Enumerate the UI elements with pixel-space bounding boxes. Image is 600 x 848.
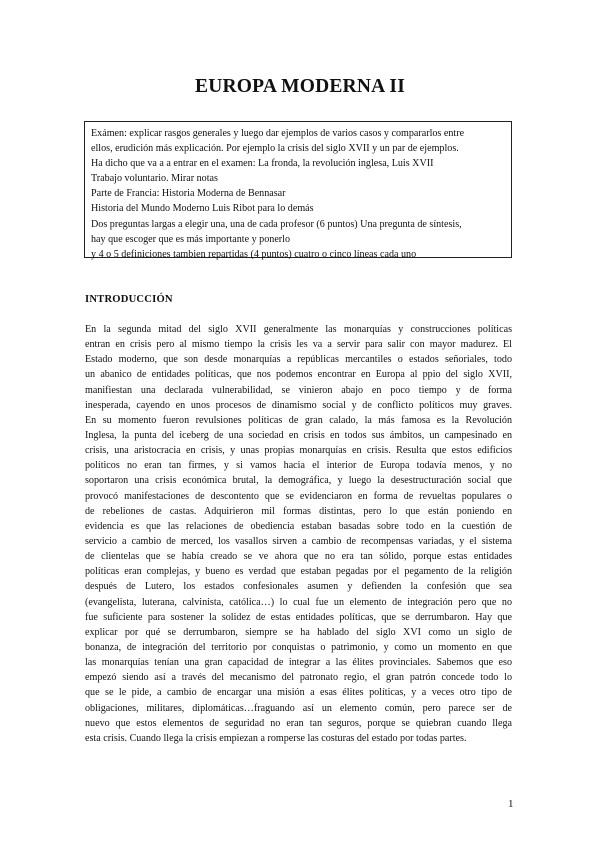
paragraph-line: servicio a cambio de merced, los vasallos sirven a cambio de recompensas variadas, y el sistema xyxy=(85,535,512,547)
notes-line: Trabajo voluntario. Mirar notas xyxy=(91,173,218,185)
paragraph-line: Inglesa, la punta del iceberg de una sociedad en crisis en todos sus ámbitos, un campesinado en xyxy=(85,429,512,441)
paragraph-line: entran en crisis pero al mismo tiempo la crisis les va a servir para salir con mayor madurez. El xyxy=(85,339,512,351)
paragraph-line: nuevo que estos elementos de seguridad no eran tan seguros, porque se quiebran cuando llega xyxy=(85,717,512,729)
paragraph-line: Estado moderno, que son desde monarquías a repúblicas mercantiles o estados señoriales, todo xyxy=(85,354,512,366)
notes-line: Ha dicho que va a a entrar en el examen: La fronda, la revolución inglesa, Luis XVII xyxy=(91,158,434,170)
paragraph-line: empezó siendo así a través del mecanismo del patronato regio, el gran patrón concede todo lo xyxy=(85,672,512,684)
section-heading: INTRODUCCIÓN xyxy=(85,294,173,305)
paragraph-line: políticos no eran tan firmes, y si vamos hacia el interior de Europa todavía menos, y no xyxy=(85,460,512,472)
paragraph-line: soportaron una crisis económica brutal, la demográfica, y luego la desestructuración social que xyxy=(85,475,512,487)
paragraph-line: políticas eran complejas, y bueno es verdad que estaban pegadas por el pegamento de la religión xyxy=(85,566,512,578)
paragraph-line: obligaciones, militares, diplomáticas…fraguando así un elemento común, pero parece ser de xyxy=(85,702,512,714)
paragraph-line: En su momento fueron revulsiones políticas de gran calado, la más famosa es la Revolución xyxy=(85,414,512,426)
notes-line: hay que escoger que es más importante y ponerlo xyxy=(91,233,291,245)
body-paragraph xyxy=(85,322,512,746)
paragraph-line: las monarquías tenían una gran capacidad de integrar a las élites provinciales. Sabemos que eso xyxy=(85,657,512,669)
paragraph-line: de clientelas que se había creado se ve ahora que no era tan sólido, porque estas entidades xyxy=(85,551,512,563)
paragraph-line: manifiestan una declarada vulnerabilidad, se vinieron abajo en poco tiempo y de forma xyxy=(85,384,512,396)
notes-line: Historia del Mundo Moderno Luis Ribot para lo demás xyxy=(91,203,314,215)
notes-line: y 4 o 5 definiciones tambien repartidas (4 puntos) cuatro o cinco líneas cada uno xyxy=(91,248,417,260)
notes-line: ellos, erudición más explicación. Por ejemplo la crisis del siglo XVII y un par de ejemplos. xyxy=(91,143,459,155)
paragraph-line: (evangelista, luterana, calvinista, católica…) lo cual fue un elemento de integración pero que no xyxy=(85,596,512,608)
paragraph-line: bonanza, de integración del territorio por conquistas o patrimonio, y como un momento en que xyxy=(85,641,512,653)
page-title: EUROPA MODERNA II xyxy=(195,76,405,97)
paragraph-line: un abanico de entidades políticas, que nos podemos encontrar en Europa al ppio del siglo XVII, xyxy=(85,369,512,381)
page-number: 1 xyxy=(508,798,514,810)
paragraph-line: que se le pide, a cambio de encargar una misión a esas élites políticas, y a veces otro tipo de xyxy=(85,687,512,699)
paragraph-line: después de Lutero, los estados confesionales asumen y defienden la confesión que sea xyxy=(85,581,512,593)
notes-line: Exámen: explicar rasgos generales y luego dar ejemplos de varios casos y compararlos entre xyxy=(91,128,465,139)
paragraph-line: de rebeliones de castas. Adquirieron mil formas distintas, pero lo que están poniendo en xyxy=(85,505,512,517)
notes-line: Parte de Francia: Historia Moderna de Bennasar xyxy=(91,188,286,200)
paragraph-line: esta crisis. Cuando llega la crisis empiezan a romperse las costuras del estado por todas partes. xyxy=(85,732,467,744)
paragraph-line: provocó manifestaciones de descontento que se evidenciaron en forma de revueltas populares o xyxy=(85,490,512,502)
paragraph-line: explicar por qué se derrumbaron, siempre se ha hablado del siglo XVI como un siglo de xyxy=(85,626,512,638)
notes-line: Dos preguntas largas a elegir una, una de cada profesor (6 puntos) Una pregunta de síntesis, xyxy=(91,218,462,230)
exam-notes-box xyxy=(84,121,512,258)
paragraph-line: En la segunda mitad del siglo XVII generalmente las monarquías y construcciones políticas xyxy=(85,324,512,335)
paragraph-line: evidencia es que las relaciones de obediencia estaban basadas sobre todo en la cuestión de xyxy=(85,520,512,532)
paragraph-line: inesperada, cayendo en unos procesos de dinamismo social y de conflicto políticos muy graves. xyxy=(85,399,512,411)
paragraph-line: fue suficiente para sostener la solidez de estas entidades políticas, que se derrumbaron. Hay que xyxy=(85,611,512,623)
paragraph-line: crisis, una aristocracia en crisis, y unas propias monarquías en crisis. Resulta que estos edificios xyxy=(85,445,512,457)
